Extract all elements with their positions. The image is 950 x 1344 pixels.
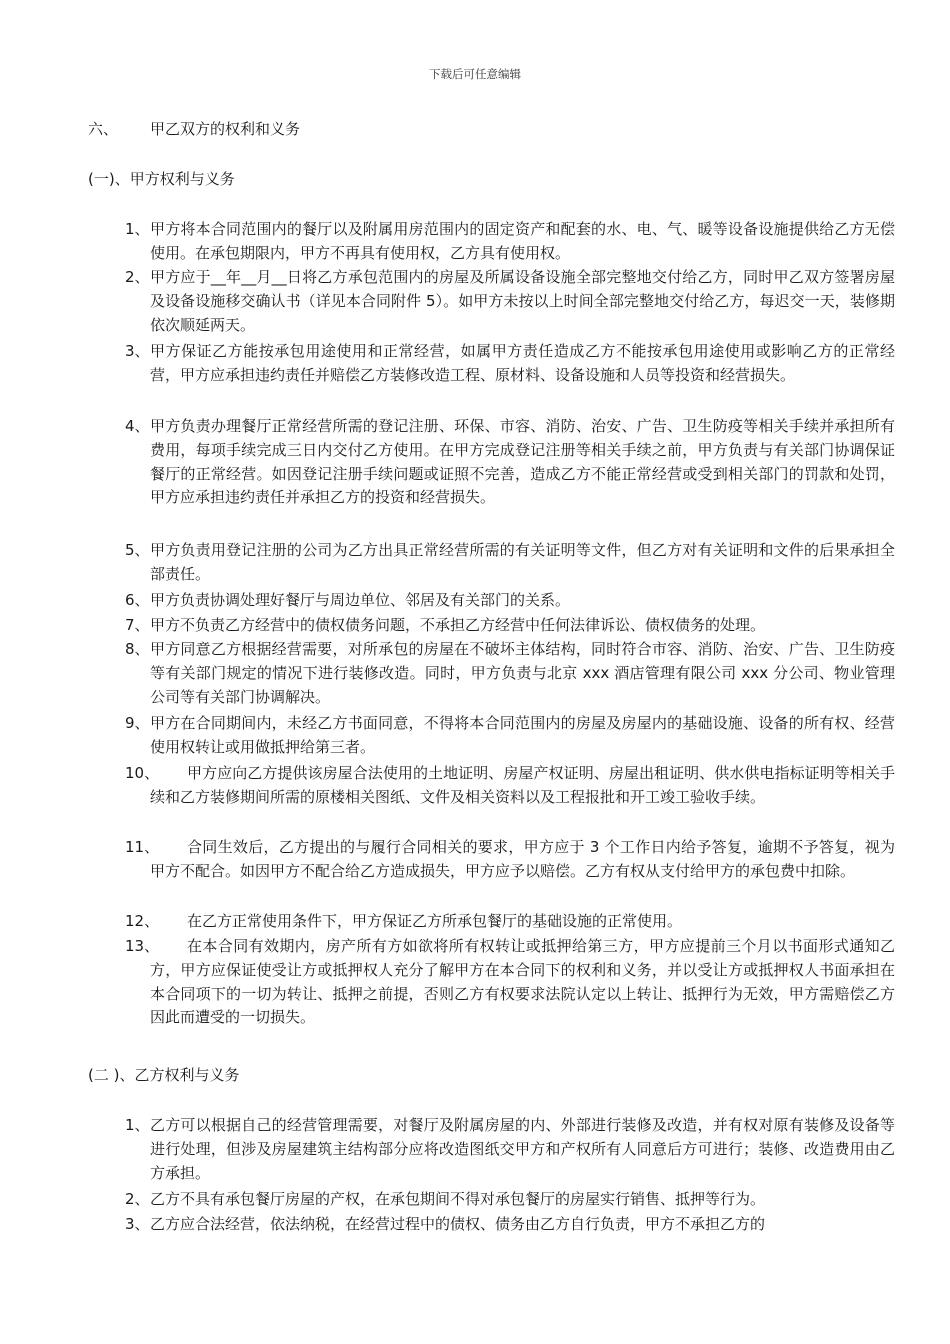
list-item bbox=[125, 415, 895, 510]
item-text: 在乙方正常使用条件下，甲方保证乙方所承包餐厅的基础设施的正常使用。 bbox=[187, 912, 683, 930]
item-text: 甲方保证乙方能按承包用途使用和正常经营，如属甲方责任造成乙方不能按承包用途使用或影响乙方的正常经营，甲方应承担违约责任并赔偿乙方装修改造工程、原材料、设备设施和人员等投资和经营损失。 bbox=[150, 342, 895, 384]
list-item bbox=[125, 266, 895, 337]
list-item bbox=[125, 614, 895, 638]
item-number: 11、 bbox=[125, 838, 160, 856]
list-item bbox=[125, 762, 895, 810]
page-header: 下载后可任意编辑 bbox=[429, 67, 521, 81]
list-item bbox=[125, 910, 895, 934]
section-heading bbox=[88, 118, 300, 140]
item-number: 9、 bbox=[125, 714, 150, 732]
item-text: 甲方将本合同范围内的餐厅以及附属用房范围内的固定资产和配套的水、电、气、暖等设备设施提供给乙方无偿使用。在承包期限内，甲方不再具有使用权，乙方具有使用权。 bbox=[150, 220, 895, 262]
item-text: 乙方不具有承包餐厅房屋的产权，在承包期间不得对承包餐厅的房屋实行销售、抵押等行为。 bbox=[150, 1190, 766, 1208]
list-item bbox=[125, 836, 895, 884]
section-title: 甲乙双方的权利和义务 bbox=[150, 120, 301, 138]
list-item bbox=[125, 539, 895, 587]
item-number: 4、 bbox=[125, 417, 150, 435]
item-number: 8、 bbox=[125, 640, 150, 658]
list-item bbox=[125, 1188, 895, 1212]
item-text: 乙方可以根据自己的经营管理需要，对餐厅及附属房屋的内、外部进行装修及改造，并有权对原有装修及设备等进行处理，但涉及房屋建筑主结构部分应将改造图纸交甲方和产权所有人同意后方可进行；装修、改造费用由乙方承担。 bbox=[150, 1116, 895, 1182]
item-text: 甲方负责办理餐厅正常经营所需的登记注册、环保、市容、消防、治安、广告、卫生防疫等相关手续并承担所有费用，每项手续完成三日内交付乙方使用。在甲方完成登记注册等相关手续之前，甲方负责与有关部门协调保证餐厅的正常经营。如因登记注册手续问题或证照不完善，造成乙方不能正常经营或受到相关部门的罚款和处罚，甲方应承担违约责任并承担乙方的投资和经营损失。 bbox=[150, 417, 895, 507]
item-number: 6、 bbox=[125, 591, 150, 609]
item-text: 甲方负责用登记注册的公司为乙方出具正常经营所需的有关证明等文件，但乙方对有关证明和文件的后果承担全部责任。 bbox=[150, 541, 895, 583]
list-item bbox=[125, 638, 895, 709]
list-item bbox=[125, 589, 895, 613]
item-number: 10、 bbox=[125, 764, 160, 782]
item-text: 甲方应于__年__月__日将乙方承包范围内的房屋及所属设备设施全部完整地交付给乙方，同时甲乙双方签署房屋及设备设施移交确认书（详见本合同附件 5）。如甲方未按以上时间全部完整地交付给乙方，每迟交一天，装修期依次顺延两天。 bbox=[150, 268, 895, 334]
part-two-heading: (二 )、乙方权利与义务 bbox=[88, 1066, 240, 1084]
item-text: 合同生效后，乙方提出的与履行合同相关的要求，甲方应于 3 个工作日内给予答复，逾期不予答复，视为甲方不配合。如因甲方不配合给乙方造成损失，甲方应予以赔偿。乙方有权从支付给甲方的承包费中扣除。 bbox=[150, 838, 895, 880]
item-number: 12、 bbox=[125, 912, 160, 930]
item-number: 1、 bbox=[125, 220, 150, 238]
list-item bbox=[125, 712, 895, 760]
item-text: 甲方同意乙方根据经营需要，对所承包的房屋在不破坏主体结构，同时符合市容、消防、治安、广告、卫生防疫等有关部门规定的情况下进行装修改造。同时，甲方负责与北京 xxx 酒店管理有限公司 xxx 分公司、物业管理公司等有关部门协调解决。 bbox=[150, 640, 895, 706]
item-number: 13、 bbox=[125, 937, 160, 955]
section-number: 六、 bbox=[88, 120, 119, 138]
item-text: 甲方在合同期间内，未经乙方书面同意，不得将本合同范围内的房屋及房屋内的基础设施、设备的所有权、经营使用权转让或用做抵押给第三者。 bbox=[150, 714, 895, 756]
item-text: 甲方负责协调处理好餐厅与周边单位、邻居及有关部门的关系。 bbox=[150, 591, 571, 609]
item-number: 5、 bbox=[125, 541, 150, 559]
item-number: 3、 bbox=[125, 1215, 150, 1233]
item-text: 在本合同有效期内，房产所有方如欲将所有权转让或抵押给第三方，甲方应提前三个月以书面形式通知乙方，甲方应保证使受让方或抵押权人充分了解甲方在本合同下的权利和义务，并以受让方或抵押权人书面承担在本合同项下的一切为转让、抵押之前提，否则乙方有权要求法院认定以上转让、抵押行为无效，甲方需赔偿乙方因此而遭受的一切损失。 bbox=[150, 937, 895, 1027]
item-text: 乙方应合法经营，依法纳税，在经营过程中的债权、债务由乙方自行负责，甲方不承担乙方的 bbox=[150, 1215, 766, 1233]
list-item bbox=[125, 1213, 895, 1237]
item-number: 2、 bbox=[125, 1190, 150, 1208]
item-number: 2、 bbox=[125, 268, 150, 286]
list-item bbox=[125, 340, 895, 388]
part-one-heading: (一)、甲方权利与义务 bbox=[88, 170, 235, 188]
list-item bbox=[125, 1114, 895, 1185]
list-item bbox=[125, 935, 895, 1030]
item-number: 1、 bbox=[125, 1116, 150, 1134]
item-text: 甲方应向乙方提供该房屋合法使用的土地证明、房屋产权证明、房屋出租证明、供水供电指标证明等相关手续和乙方装修期间所需的原楼相关图纸、文件及相关资料以及工程报批和开工竣工验收手续。 bbox=[150, 764, 895, 806]
list-item bbox=[125, 218, 895, 266]
item-number: 3、 bbox=[125, 342, 150, 360]
item-text: 甲方不负责乙方经营中的债权债务问题，不承担乙方经营中任何法律诉讼、债权债务的处理。 bbox=[150, 616, 766, 634]
item-number: 7、 bbox=[125, 616, 150, 634]
